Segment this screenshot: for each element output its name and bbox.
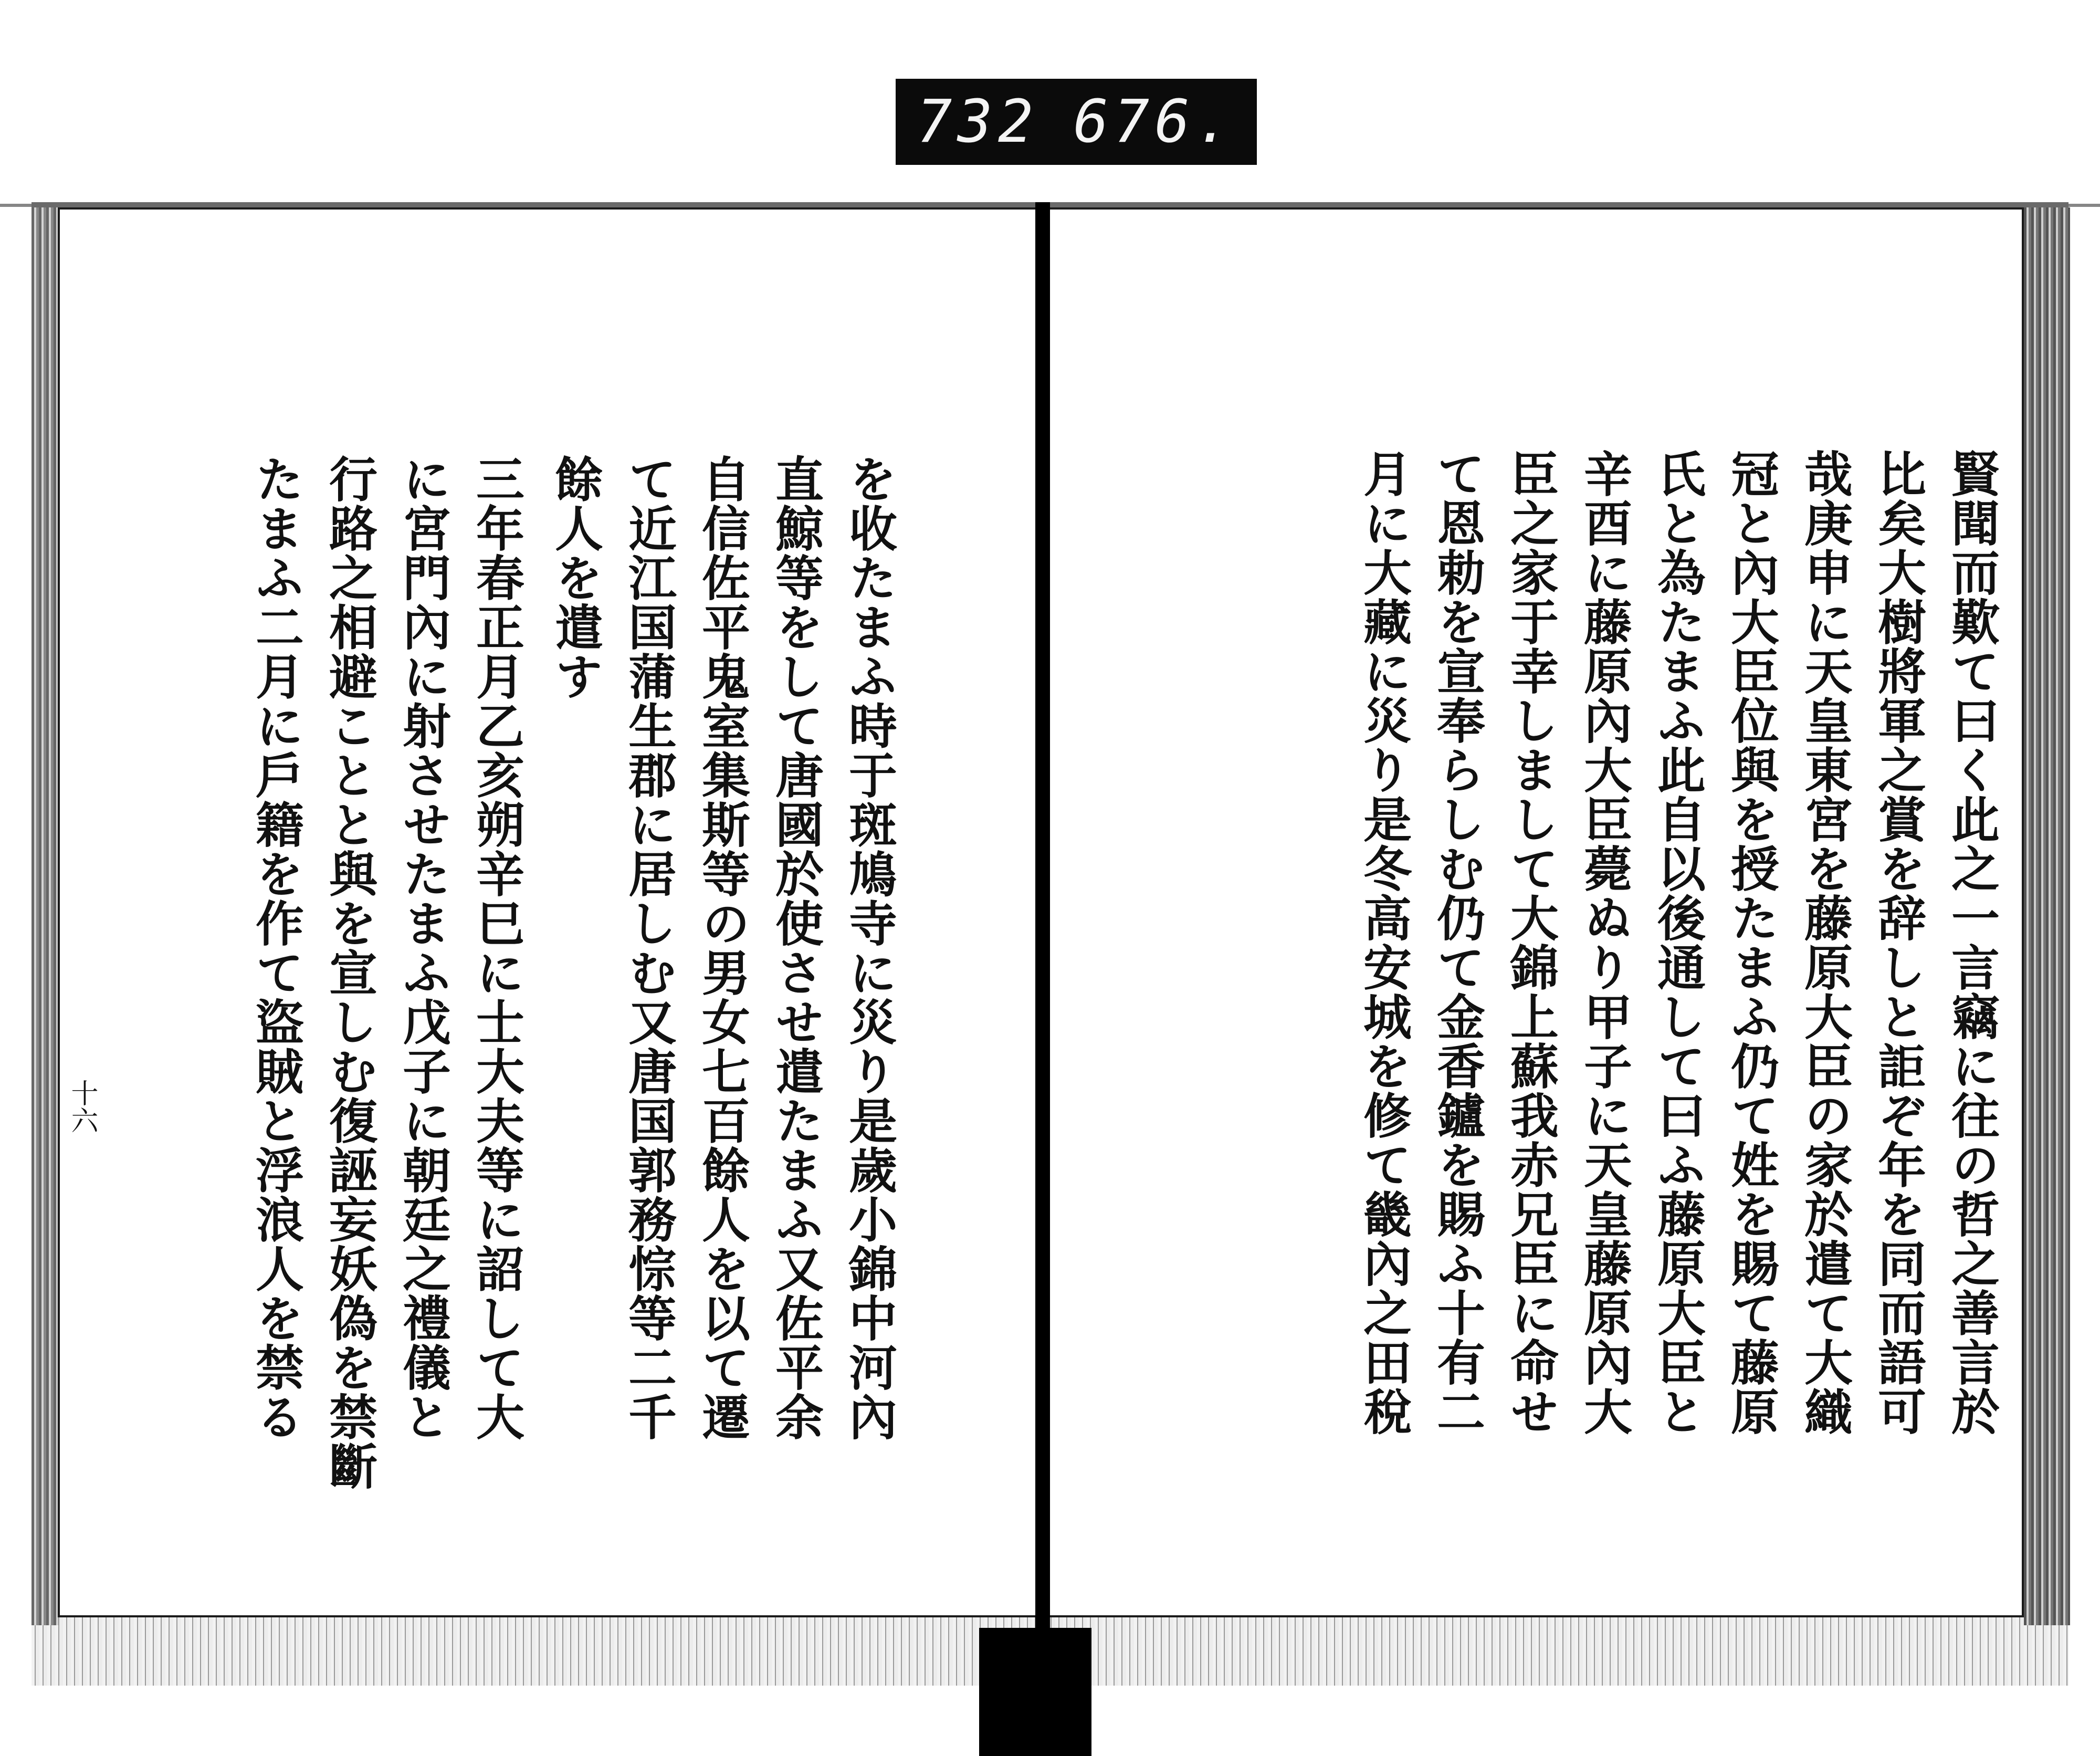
text-column: 臣之家于幸しまして大錦上蘇我赤兄臣に命せ [1503, 449, 1559, 1436]
page-edge-right [2024, 207, 2070, 1625]
text-column: 行路之相避ことと與を宣しむ復誣妄妖偽を禁斷 [321, 454, 378, 1491]
right-page [1047, 207, 2024, 1617]
text-column: 賢聞而歎て曰く此之一言竊に往の哲之善言於 [1944, 449, 2000, 1436]
text-column: 冠と內大臣位與を授たまふ仍て姓を賜て藤原 [1723, 449, 1780, 1436]
page-edge-left [32, 207, 59, 1625]
text-column: て近江国蒲生郡に居しむ又唐国郭務悰等二千 [621, 454, 677, 1441]
text-column: 氏と為たまふ此自以後通して曰ふ藤原大臣と [1650, 449, 1706, 1436]
gutter-shadow [979, 1628, 1091, 1756]
text-column: 月に大藏に災り是冬高安城を修て畿內之田稅 [1356, 449, 1412, 1436]
text-column: 自信佐平鬼室集斯等の男女七百餘人を以て遷 [694, 454, 751, 1441]
text-column: 三年春正月乙亥朔辛巳に士大夫等に詔して大 [468, 454, 525, 1441]
text-column: て恩勅を宣奉らしむ仍て金香鑪を賜ふ十有二 [1429, 449, 1486, 1436]
page-number: 十六 [66, 1079, 98, 1134]
text-column: を收たまふ時于斑鳩寺に災り是歲小錦中河內 [841, 454, 898, 1441]
text-column: 餘人を遣す [547, 454, 604, 701]
text-column: たまふ二月に戶籍を作て盜賊と浮浪人を禁る [248, 454, 304, 1441]
text-column: 直鯨等をして唐國於使させ遣たまふ又佐平余 [768, 454, 824, 1441]
book-gutter [1035, 202, 1050, 1630]
frame-number: 676. [1073, 88, 1236, 156]
left-page [58, 207, 1040, 1617]
text-column: 辛酉に藤原內大臣薨ぬり甲子に天皇藤原內大 [1576, 449, 1633, 1436]
reel-number: 732 [917, 88, 1039, 156]
text-column: に宮門內に射させたまふ戊子に朝廷之禮儀と [395, 454, 452, 1441]
text-column: 哉庚申に天皇東宮を藤原大臣の家於遣て大織 [1797, 449, 1853, 1436]
text-column: 比矣大樹將軍之賞を辞しと詎ぞ年を同而語可 [1870, 449, 1927, 1436]
microfilm-frame-label [896, 79, 1257, 165]
